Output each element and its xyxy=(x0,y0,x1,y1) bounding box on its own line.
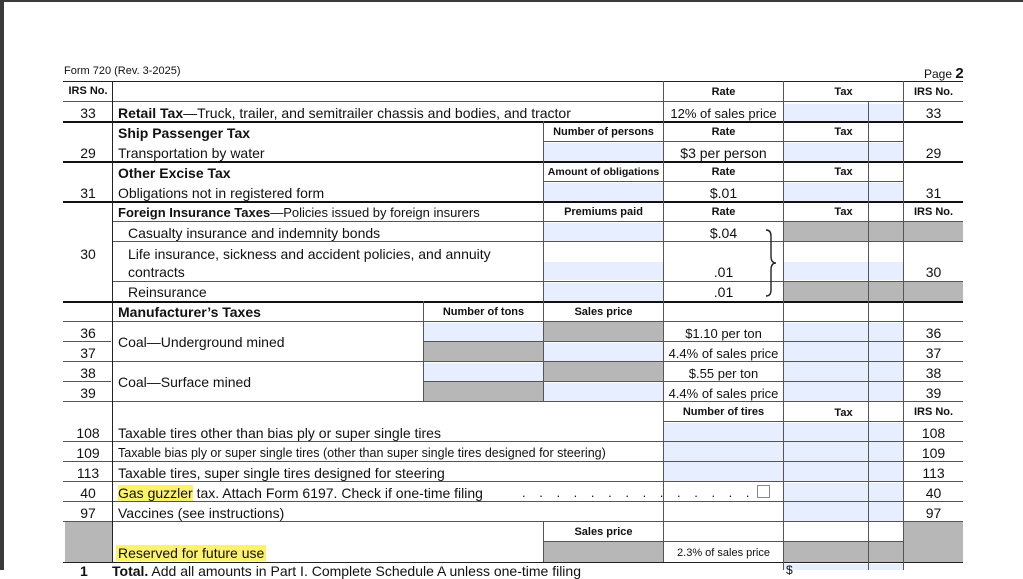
total-tax-field[interactable] xyxy=(784,564,868,570)
page-label xyxy=(924,66,964,81)
other-desc: Obligations not in registered form xyxy=(118,185,325,201)
retail-desc: —Truck, trailer, and semitrailer chassis and bodies, and tractor xyxy=(183,105,571,121)
foreign-tax-header: Tax xyxy=(834,206,853,218)
row-divider xyxy=(423,341,963,342)
life-label: Life insurance, sickness and accident policies, and annuity xyxy=(128,246,491,262)
coal-surface-tons-field[interactable] xyxy=(424,363,543,381)
section-rule xyxy=(63,161,963,163)
reinsurance-rate: .01 xyxy=(713,284,734,300)
tax-header: Tax xyxy=(834,86,853,98)
section-rule xyxy=(63,121,963,123)
other-irs-no: 31 xyxy=(80,185,96,201)
window-frame-left xyxy=(0,0,4,570)
ship-persons-header: Number of persons xyxy=(553,126,654,138)
tires-irs-108: 108 xyxy=(76,425,100,441)
foreign-heading xyxy=(118,206,480,219)
foreign-irs-no: 30 xyxy=(80,246,96,262)
row-divider xyxy=(112,221,963,222)
table-top-rule xyxy=(63,81,963,82)
coal-rate-39: 4.4% of sales price xyxy=(668,386,779,401)
gas-vaccine-tax-cents-fields[interactable] xyxy=(869,483,903,521)
tires-tax-cents-fields[interactable] xyxy=(869,423,903,481)
retail-irs-no-right: 33 xyxy=(925,105,942,121)
tires-label-113: Taxable tires, super single tires designed for steering xyxy=(118,465,445,481)
row-divider xyxy=(112,241,543,242)
tires-irs-right-108: 108 xyxy=(921,425,946,441)
row-divider xyxy=(63,481,963,482)
total-line-number: 1 xyxy=(80,563,88,579)
dollar-sign: $ xyxy=(786,563,793,577)
col-divider xyxy=(112,81,113,562)
tons-header: Number of tons xyxy=(442,306,525,318)
shaded-cell xyxy=(65,522,112,562)
coal-irs-right-36: 36 xyxy=(925,325,942,341)
reserved-rate: 2.3% of sales price xyxy=(677,547,770,559)
tires-irs-113: 113 xyxy=(76,465,100,481)
ship-tax-field[interactable] xyxy=(784,143,868,161)
coal-irs-right-38: 38 xyxy=(925,365,942,381)
reserved-label: Reserved for future use xyxy=(118,545,265,561)
coal-irs-36: 36 xyxy=(80,325,96,341)
retail-rate: 12% of sales price xyxy=(670,106,777,121)
coal-rate-38: $.55 per ton xyxy=(688,366,759,381)
shaded-cell xyxy=(424,342,543,362)
ship-irs-no-right: 29 xyxy=(925,145,942,161)
foreign-irs-no-right: 30 xyxy=(925,264,942,280)
row-divider xyxy=(63,441,963,442)
vaccines-label: Vaccines (see instructions) xyxy=(118,505,285,521)
one-time-filing-checkbox[interactable] xyxy=(757,485,770,498)
life-rate: .01 xyxy=(713,264,734,280)
gas-irs-no: 40 xyxy=(80,485,96,501)
tires-irs-109: 109 xyxy=(76,445,100,461)
shaded-cell xyxy=(424,382,543,402)
obligations-amount-field[interactable] xyxy=(544,183,663,201)
row-divider xyxy=(63,461,963,462)
shaded-cell xyxy=(904,222,963,242)
shaded-cell xyxy=(544,362,663,382)
vaccines-irs-no-right: 97 xyxy=(925,505,942,521)
gas-vaccine-tax-fields[interactable] xyxy=(784,483,868,521)
gas-guzzler-text: tax. Attach Form 6197. Check if one-time filing xyxy=(192,485,483,501)
form-revision: Form 720 (Rev. 3-2025) xyxy=(64,65,181,77)
shaded-cell xyxy=(784,222,868,242)
coal-irs-right-37: 37 xyxy=(925,345,942,361)
ship-persons-field[interactable] xyxy=(544,143,663,161)
ship-tax-cents-field[interactable] xyxy=(869,143,903,161)
coal-underground-tons-field[interactable] xyxy=(424,323,543,341)
row-divider xyxy=(543,541,903,542)
shaded-cell xyxy=(904,522,963,562)
row-divider xyxy=(63,501,963,502)
ship-rate: $3 per person xyxy=(680,145,767,161)
rate-header: Rate xyxy=(711,86,736,98)
row-divider xyxy=(63,101,963,102)
shaded-cell xyxy=(869,282,903,302)
coal-sales-header: Sales price xyxy=(574,306,633,318)
foreign-tax-field[interactable] xyxy=(784,262,868,280)
obligations-header: Amount of obligations xyxy=(547,166,660,178)
obligations-tax-field[interactable] xyxy=(784,183,868,201)
other-rate-header: Rate xyxy=(711,166,736,178)
row-divider xyxy=(543,181,903,182)
life-label-cont: contracts xyxy=(128,264,185,280)
gas-irs-no-right: 40 xyxy=(925,485,942,501)
shaded-cell xyxy=(544,542,663,562)
total-tax-cents-field[interactable] xyxy=(869,564,903,570)
total-line xyxy=(112,564,581,578)
row-divider xyxy=(423,381,963,382)
foreign-tax-cents-field[interactable] xyxy=(869,262,903,280)
tires-number-header: Number of tires xyxy=(682,406,765,418)
coal-rate-37: 4.4% of sales price xyxy=(668,346,779,361)
tires-irs-right-113: 113 xyxy=(922,465,945,481)
coal-irs-39: 39 xyxy=(80,385,96,401)
gas-guzzler-line xyxy=(118,486,483,500)
section-rule xyxy=(63,301,963,303)
shaded-cell xyxy=(544,322,663,342)
total-label: Total. xyxy=(112,563,149,579)
row-divider xyxy=(63,381,111,382)
page-label-text: Page xyxy=(924,67,953,81)
shaded-cell xyxy=(904,282,963,302)
window-frame-top xyxy=(0,0,1023,2)
coal-surface-label: Coal—Surface mined xyxy=(118,374,252,390)
row-divider xyxy=(63,521,963,522)
retail-tax-line xyxy=(118,106,571,120)
reinsurance-premiums-field[interactable] xyxy=(544,283,663,301)
other-rate: $.01 xyxy=(709,185,738,201)
row-divider xyxy=(63,401,963,402)
coal-underground-label: Coal—Underground mined xyxy=(118,334,285,350)
row-divider xyxy=(112,281,543,282)
ship-title: Ship Passenger Tax xyxy=(118,125,251,141)
coal-irs-37: 37 xyxy=(80,345,96,361)
reserved-sales-header: Sales price xyxy=(574,526,633,538)
obligations-tax-cents-field[interactable] xyxy=(869,183,903,201)
row-divider xyxy=(784,241,963,242)
tires-tax-header: Tax xyxy=(834,407,853,419)
col-divider xyxy=(783,81,784,570)
section-rule xyxy=(63,201,963,203)
shaded-cell xyxy=(784,542,868,562)
retail-title: Retail Tax xyxy=(118,105,184,121)
row-divider xyxy=(543,141,903,142)
premiums-header: Premiums paid xyxy=(564,206,643,218)
manufacturer-title: Manufacturer’s Taxes xyxy=(118,304,261,320)
coal-rate-36: $1.10 per ton xyxy=(685,326,762,341)
row-divider xyxy=(784,281,963,282)
row-divider xyxy=(663,421,963,422)
irs-no-header: IRS No. xyxy=(68,85,108,97)
coal-surface-sales-field[interactable] xyxy=(544,383,663,401)
coal-irs-right-39: 39 xyxy=(925,385,942,401)
page-number: 2 xyxy=(955,65,964,82)
other-irs-no-right: 31 xyxy=(925,185,942,201)
foreign-rate-header: Rate xyxy=(711,206,736,218)
ship-tax-header: Tax xyxy=(834,126,853,138)
retail-tax-cents-field[interactable] xyxy=(869,104,903,122)
casualty-rate: $.04 xyxy=(709,225,738,241)
casualty-label: Casualty insurance and indemnity bonds xyxy=(128,225,381,241)
leader-dots: . . . . . . . . . . . . . . xyxy=(522,485,755,500)
vaccines-irs-no: 97 xyxy=(80,505,96,521)
shaded-cell xyxy=(869,222,903,242)
foreign-irs-header: IRS No. xyxy=(913,206,954,218)
retail-tax-field[interactable] xyxy=(784,104,868,122)
coal-underground-sales-field[interactable] xyxy=(544,343,663,361)
gas-guzzler-highlight: Gas guzzler xyxy=(118,485,193,501)
other-tax-header: Tax xyxy=(834,166,853,178)
other-title: Other Excise Tax xyxy=(118,165,231,181)
foreign-desc: —Policies issued by foreign insurers xyxy=(270,205,480,220)
row-divider xyxy=(63,361,963,362)
coal-irs-38: 38 xyxy=(80,365,96,381)
coal-tax-fields[interactable] xyxy=(784,323,868,401)
ship-rate-header: Rate xyxy=(711,126,736,138)
tires-irs-header: IRS No. xyxy=(913,406,954,418)
shaded-cell xyxy=(784,282,868,302)
row-divider xyxy=(63,341,111,342)
tires-tax-fields[interactable] xyxy=(784,423,868,481)
life-premiums-field[interactable] xyxy=(544,262,663,280)
foreign-title: Foreign Insurance Taxes xyxy=(118,205,271,220)
ship-irs-no: 29 xyxy=(80,145,96,161)
tires-number-fields[interactable] xyxy=(664,423,783,481)
coal-tax-cents-fields[interactable] xyxy=(869,323,903,401)
total-desc: Add all amounts in Part I. Complete Schedule A unless one-time filing xyxy=(148,563,581,579)
reinsurance-label: Reinsurance xyxy=(128,284,207,300)
casualty-premiums-field[interactable] xyxy=(544,223,663,241)
brace-icon xyxy=(762,228,778,298)
shaded-cell xyxy=(869,542,903,562)
row-divider xyxy=(63,321,963,322)
tires-irs-right-109: 109 xyxy=(921,445,946,461)
ship-desc: Transportation by water xyxy=(118,145,265,161)
retail-irs-no: 33 xyxy=(80,105,96,121)
tires-label-108: Taxable tires other than bias ply or super single tires xyxy=(118,425,441,441)
tires-label-109: Taxable bias ply or super single tires (other than super single tires designed for steering) xyxy=(118,446,606,460)
irs-no-header-right: IRS No. xyxy=(913,86,954,98)
